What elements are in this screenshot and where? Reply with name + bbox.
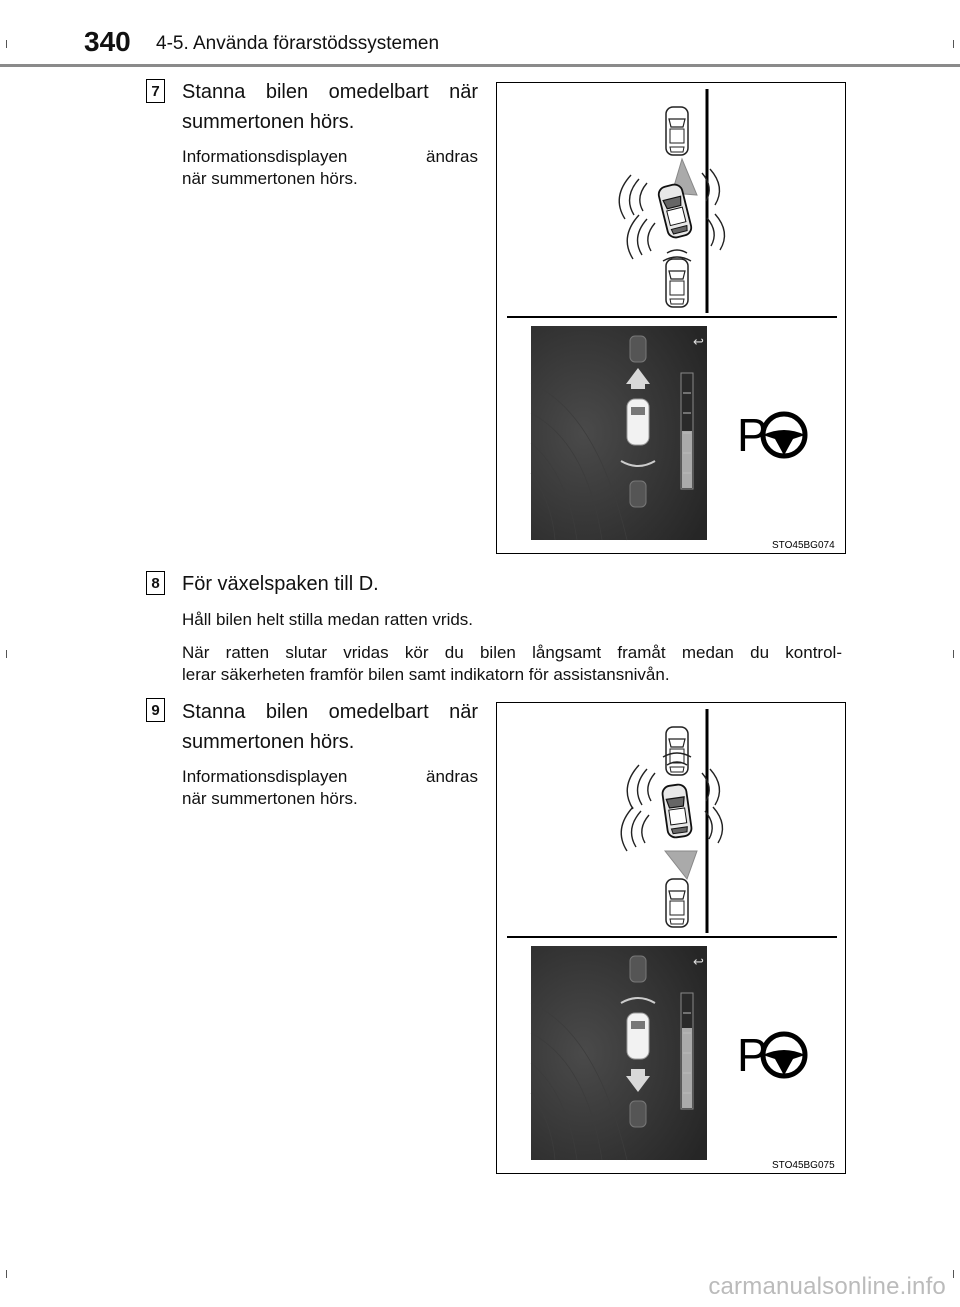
assist-level-fill [682, 431, 692, 488]
crop-mark [953, 650, 954, 658]
steering-wheel-icon [763, 414, 805, 456]
section-title: 4-5. Använda förarstödssystemen [156, 33, 440, 54]
steering-wheel-icon [763, 1034, 805, 1076]
back-icon: ↩ [693, 335, 704, 350]
step-number-9: 9 [146, 698, 165, 722]
display-car-rear [630, 1101, 646, 1127]
parked-car-front [666, 107, 688, 155]
display-car-rear [630, 481, 646, 507]
header-rule [0, 64, 960, 67]
step-8-note-1: Håll bilen helt stilla medan ratten vrids. [182, 610, 474, 629]
page-header [0, 0, 960, 68]
parking-scene-forward [497, 83, 845, 553]
step-7-note-line2: när summertonen hörs. [182, 169, 358, 188]
park-letter: P [737, 409, 768, 461]
step-9-instruction-line1: Stanna bilen omedelbart när [182, 701, 478, 723]
step-9-note-line1: Informationsdisplayen ändras [182, 767, 478, 786]
figure-code: STO45BG075 [772, 1160, 835, 1171]
step-8-note-2-line1: När ratten slutar vridas kör du bilen långsamt framåt medan du kontrol- [182, 643, 842, 662]
crop-mark [6, 650, 7, 658]
footer-watermark: carmanualsonline.info [708, 1273, 946, 1300]
back-icon: ↩ [693, 955, 704, 970]
step-number-8: 8 [146, 571, 165, 595]
parked-car-rear [666, 259, 688, 307]
step-7-note-line1: Informationsdisplayen ändras [182, 147, 478, 166]
step-8-note-2-line2: lerar säkerheten framför bilen samt indikatorn för assistansnivån. [182, 665, 670, 684]
crop-mark [6, 1270, 7, 1278]
own-car [661, 784, 692, 839]
step-9-instruction-line2: summertonen hörs. [182, 731, 355, 753]
direction-arrow [665, 851, 697, 879]
crop-mark [953, 1270, 954, 1278]
crop-mark [6, 40, 7, 48]
display-car-front [630, 956, 646, 982]
display-car-front [630, 336, 646, 362]
crop-mark [953, 40, 954, 48]
page-number: 340 [84, 26, 131, 57]
step-number-7: 7 [146, 79, 165, 103]
step-9-note-line2: när summertonen hörs. [182, 789, 358, 808]
figure-parking-backward [496, 702, 846, 1174]
step-8-instruction: För växelspaken till D. [182, 573, 379, 595]
figure-code: STO45BG074 [772, 540, 835, 551]
parking-scene-backward [497, 703, 845, 1173]
assist-level-fill [682, 1028, 692, 1108]
step-7-instruction-line2: summertonen hörs. [182, 111, 355, 133]
display-own-car [627, 399, 649, 445]
figure-parking-forward [496, 82, 846, 554]
parked-car-front [666, 727, 688, 775]
step-7-instruction-line1: Stanna bilen omedelbart när [182, 81, 478, 103]
display-own-car [627, 1013, 649, 1059]
park-letter: P [737, 1029, 768, 1081]
parked-car-rear [666, 879, 688, 927]
